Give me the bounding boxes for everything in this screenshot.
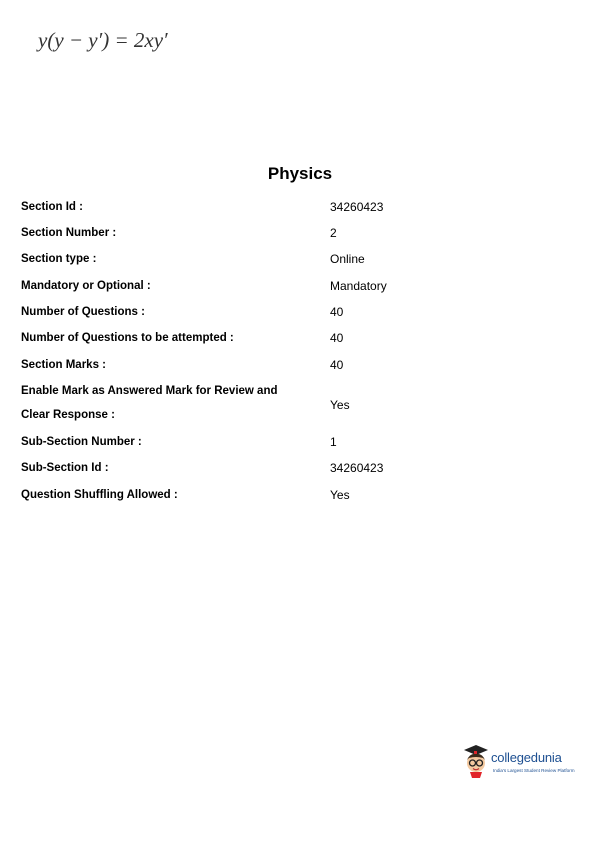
field-value: 1 xyxy=(330,435,337,449)
field-label: Number of Questions : xyxy=(21,306,145,318)
field-value: Online xyxy=(330,252,365,266)
field-value: 40 xyxy=(330,305,344,319)
field-label-continued: Clear Response : xyxy=(21,409,115,421)
field-value: 40 xyxy=(330,331,344,345)
field-value: 40 xyxy=(330,358,344,372)
field-label: Section type : xyxy=(21,253,97,265)
student-mascot-icon xyxy=(462,744,490,778)
field-label: Section Number : xyxy=(21,227,117,239)
field-label: Number of Questions to be attempted : xyxy=(21,332,234,344)
field-label: Enable Mark as Answered Mark for Review and xyxy=(21,385,278,397)
field-label: Sub-Section Id : xyxy=(21,462,109,474)
field-value: Yes xyxy=(330,488,350,502)
field-value: Mandatory xyxy=(330,279,387,293)
section-title: Physics xyxy=(267,164,333,183)
equation: y(y − y′) = 2xy′ xyxy=(38,28,168,52)
collegedunia-logo xyxy=(462,744,582,778)
field-label: Question Shuffling Allowed : xyxy=(21,489,178,501)
logo-wordmark: collegedunia xyxy=(491,750,562,765)
field-label: Sub-Section Number : xyxy=(21,436,142,448)
field-value: 34260423 xyxy=(330,200,384,214)
field-value: Yes xyxy=(330,398,350,412)
field-label: Mandatory or Optional : xyxy=(21,280,151,292)
field-label: Section Marks : xyxy=(21,359,106,371)
logo-tagline: India's Largest Student Review Platform xyxy=(493,768,575,773)
field-value: 34260423 xyxy=(330,461,384,475)
field-value: 2 xyxy=(330,226,337,240)
field-label: Section Id : xyxy=(21,201,83,213)
